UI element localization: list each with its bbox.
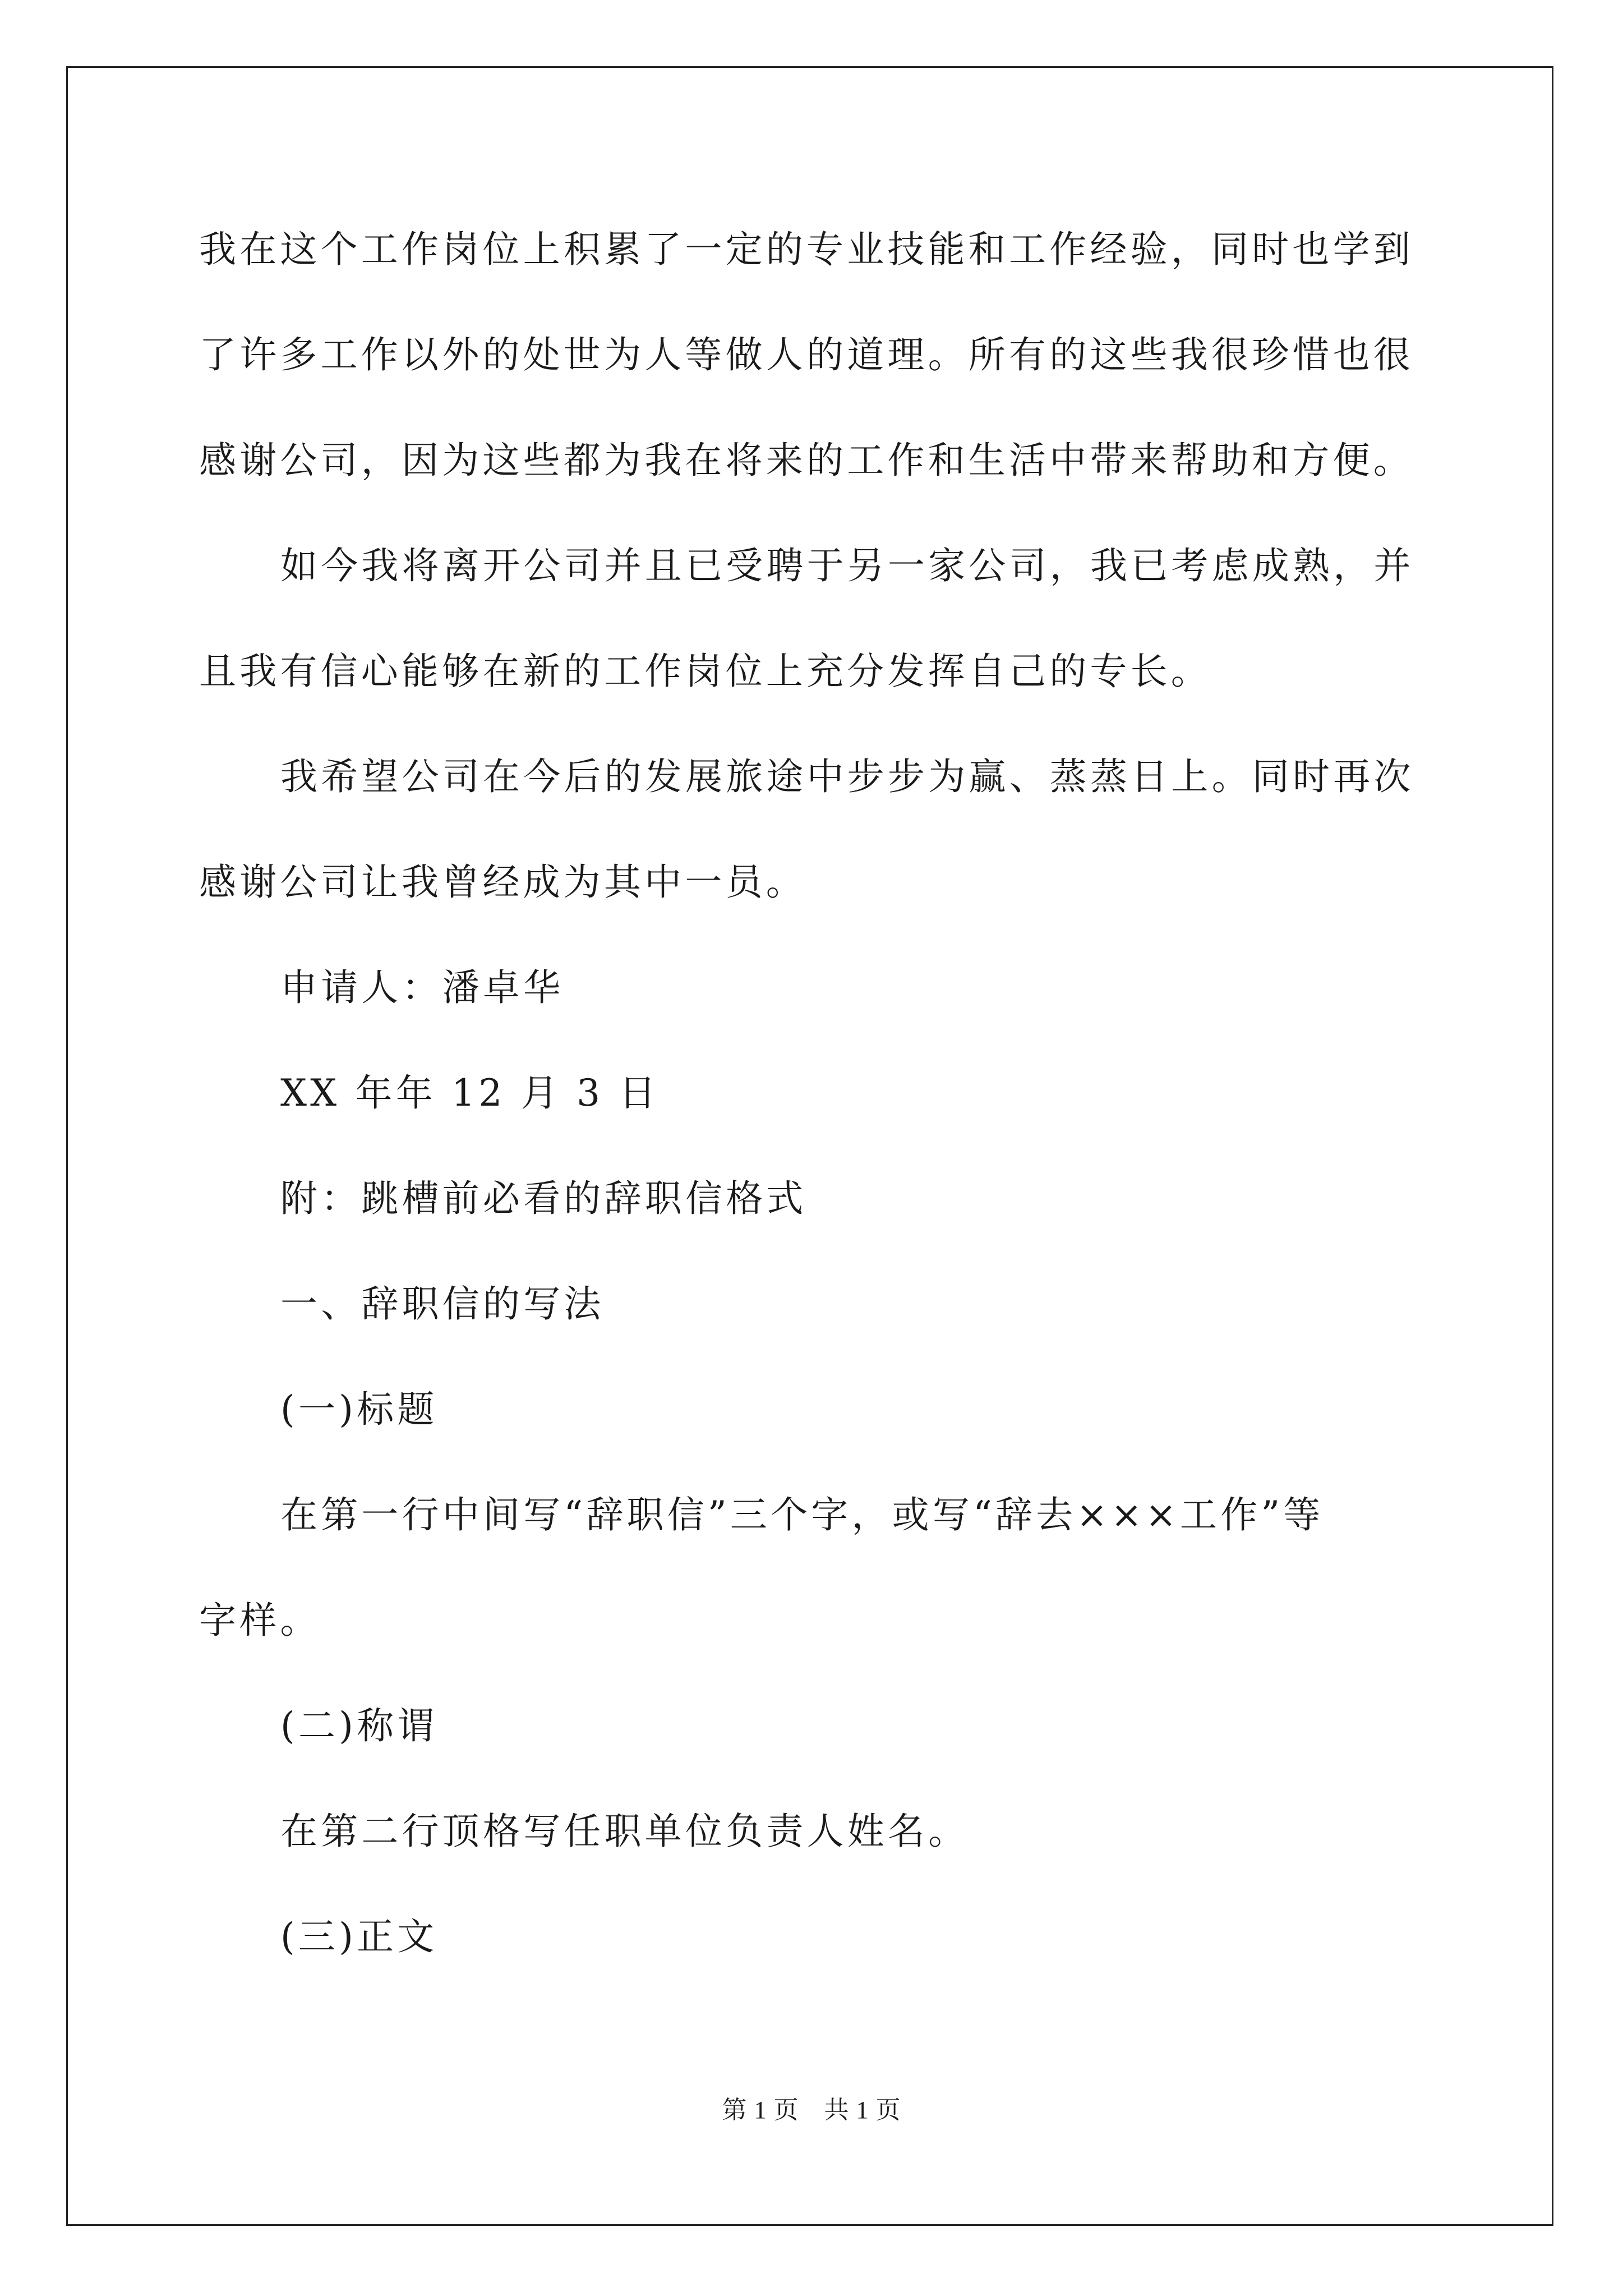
paragraph-line: 了许多工作以外的处世为人等做人的道理。所有的这些我很珍惜也很 (199, 333, 1414, 376)
section-heading: 一、辞职信的写法 (280, 1282, 605, 1326)
paragraph-line: 感谢公司，因为这些都为我在将来的工作和生活中带来帮助和方便。 (199, 439, 1414, 482)
subsection-heading: (二)称谓 (280, 1704, 438, 1747)
date-line: XX 年年 12 月 3 日 (280, 1071, 660, 1115)
paragraph-line: 我在这个工作岗位上积累了一定的专业技能和工作经验，同时也学到 (199, 228, 1414, 271)
paragraph-line: 我希望公司在今后的发展旅途中步步为赢、蒸蒸日上。同时再次 (280, 755, 1414, 798)
subsection-heading: (一)标题 (280, 1388, 438, 1431)
document-body (199, 0, 1427, 2296)
subsection-heading: (三)正文 (280, 1915, 438, 1958)
paragraph-line: 在第二行顶格写任职单位负责人姓名。 (280, 1810, 969, 1853)
paragraph-line: 如今我将离开公司并且已受聘于另一家公司，我已考虑成熟，并 (280, 544, 1414, 587)
page-number-footer: 第 1 页 共 1 页 (722, 2096, 901, 2124)
paragraph-line: 且我有信心能够在新的工作岗位上充分发挥自己的专长。 (199, 650, 1211, 693)
paragraph-line: 在第一行中间写“辞职信”三个字，或写“辞去×××工作”等 (280, 1493, 1324, 1536)
appendix-title: 附：跳槽前必看的辞职信格式 (280, 1177, 807, 1220)
paragraph-line: 感谢公司让我曾经成为其中一员。 (199, 861, 806, 904)
applicant-line: 申请人：潘卓华 (280, 966, 564, 1009)
paragraph-line: 字样。 (199, 1599, 321, 1642)
